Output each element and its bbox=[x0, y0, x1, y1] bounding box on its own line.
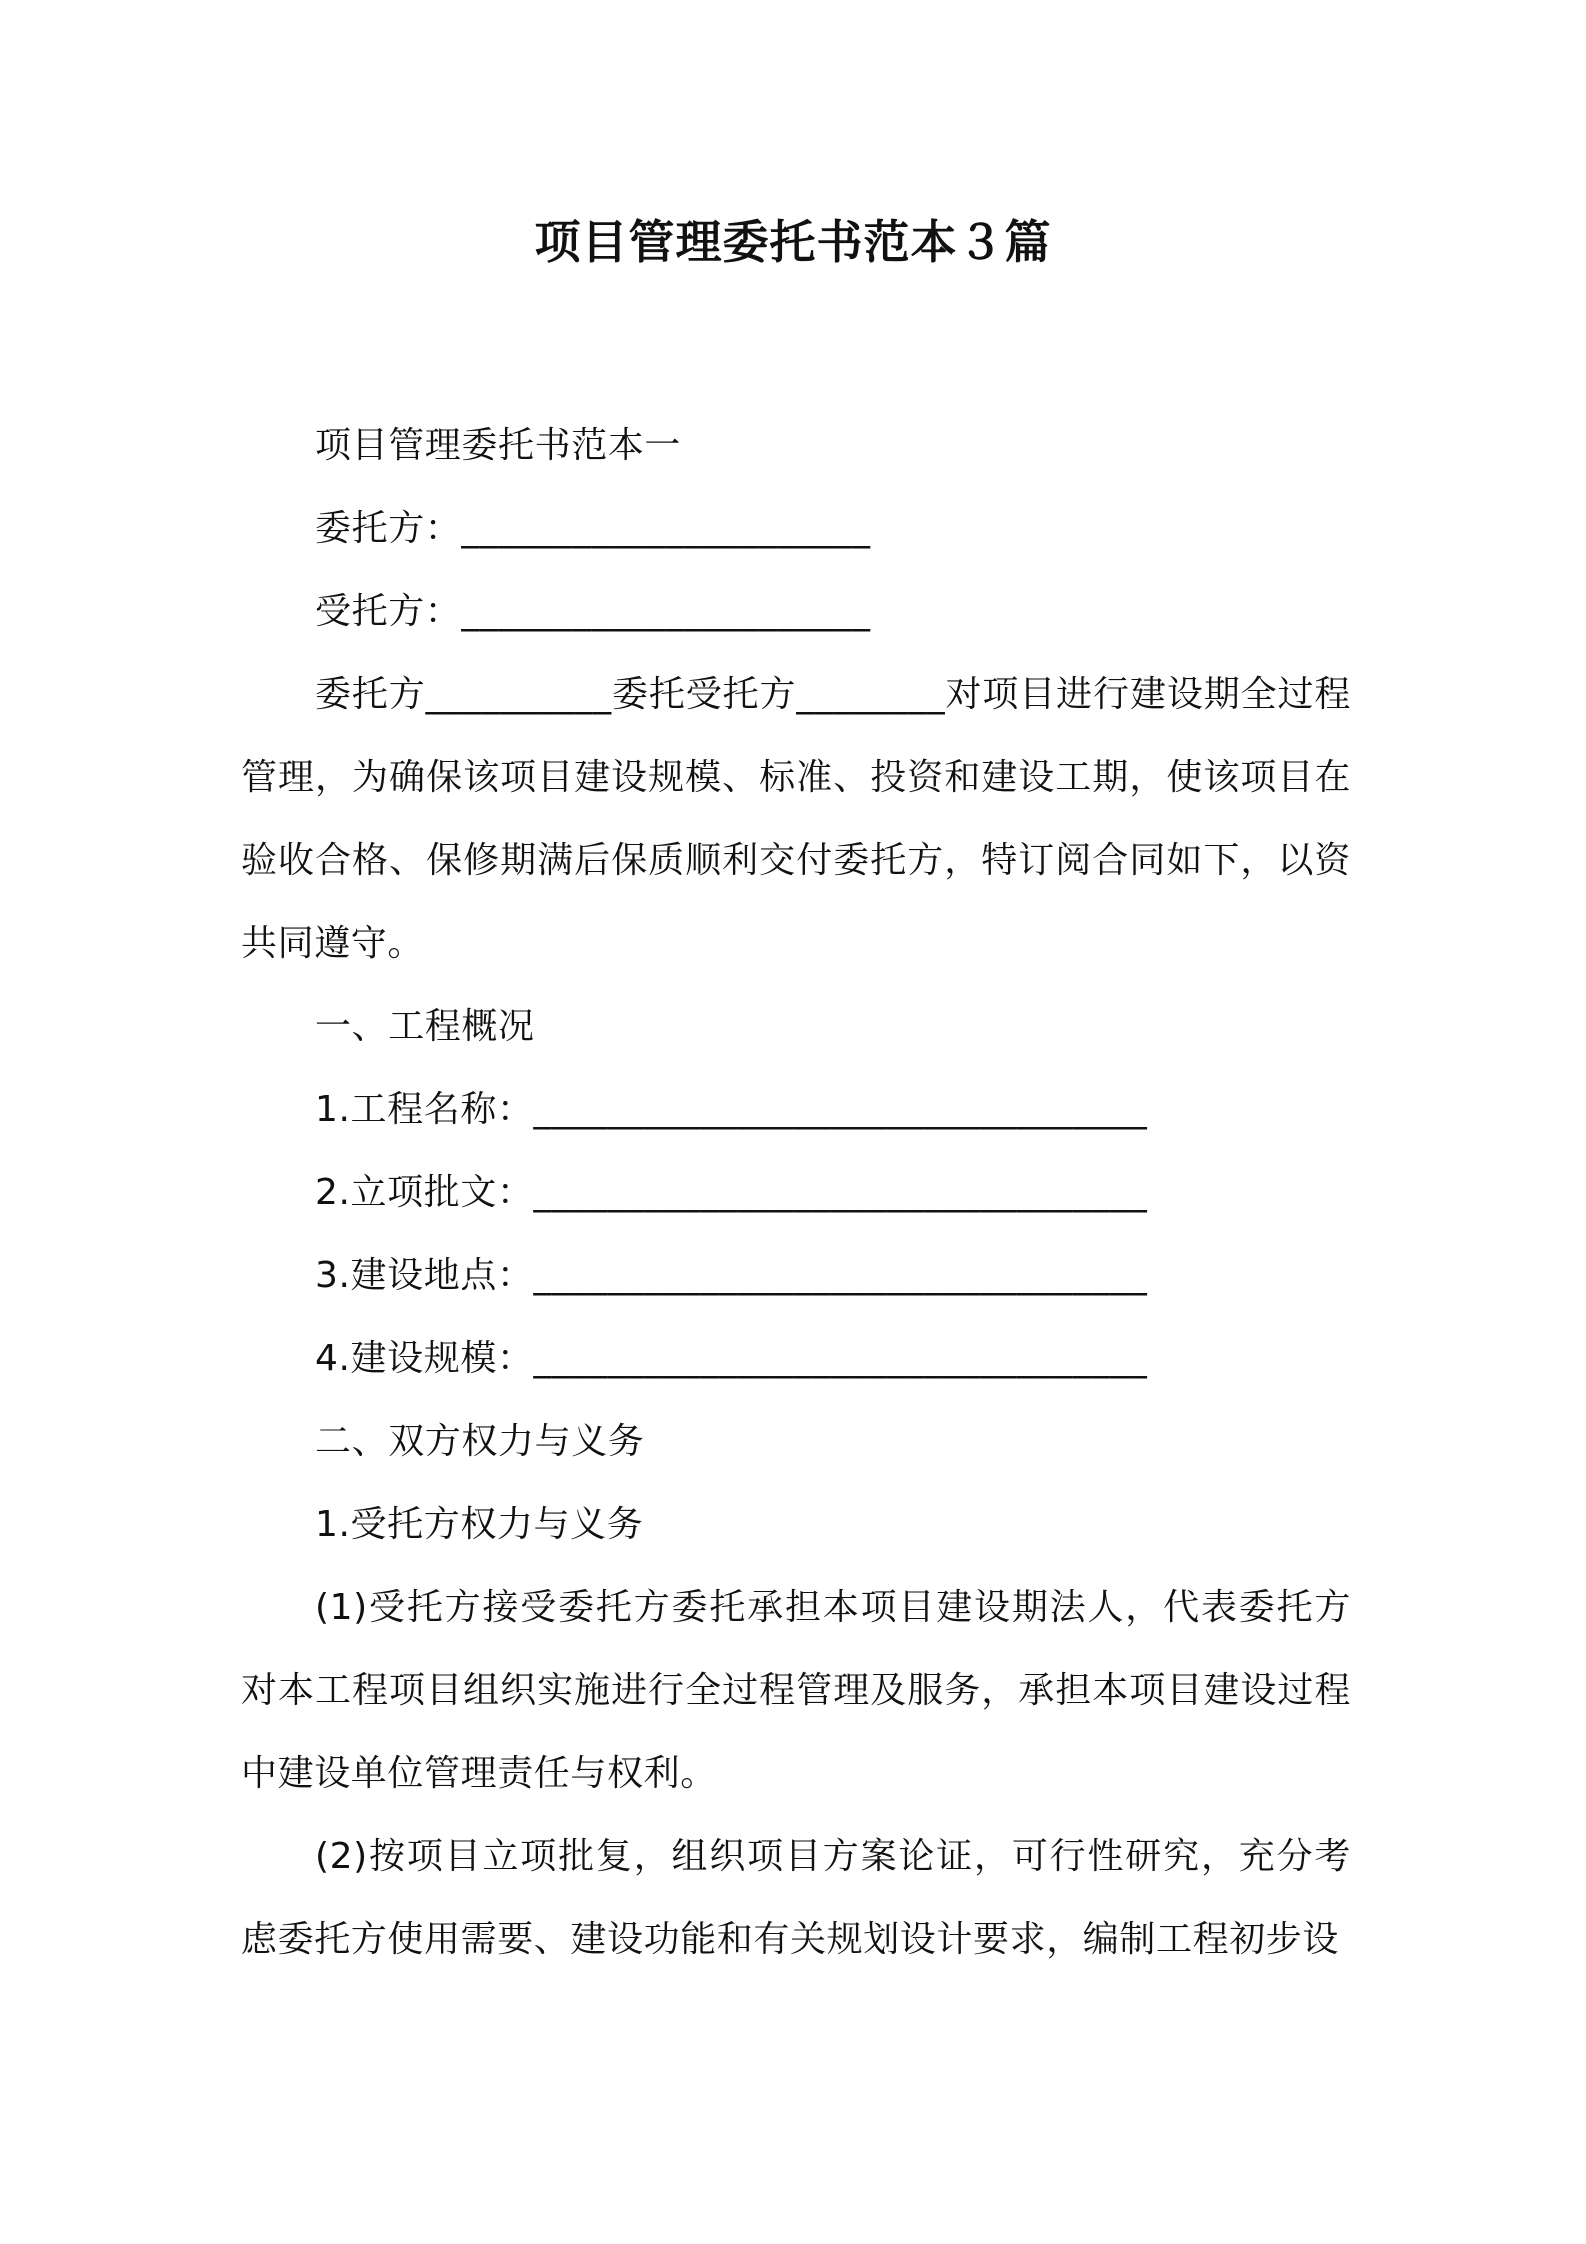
paragraph-clause-1: (1)受托方接受委托方委托承担本项目建设期法人，代表委托方对本工程项目组织实施进行全过程管理及服务，承担本项目建设过程中建设单位管理责任与权利。 bbox=[241, 1587, 1351, 1794]
paragraph-project-name: 1.工程名称：_________________________________ bbox=[315, 1089, 1148, 1130]
paragraph-section-heading: 项目管理委托书范本一 bbox=[315, 425, 682, 466]
paragraph-subheading-trustee: 1.受托方权力与义务 bbox=[315, 1504, 644, 1545]
paragraph-principal-field: 委托方：______________________ bbox=[315, 508, 871, 549]
paragraph-approval: 2.立项批文：_________________________________ bbox=[315, 1172, 1148, 1213]
document-title: 项目管理委托书范本３篇 bbox=[534, 215, 1052, 269]
paragraph-intro: 委托方__________委托受托方________对项目进行建设期全过程管理，为确保该项目建设规模、标准、投资和建设工期，使该项目在验收合格、保修期满后保质顺利交付委托方，特订阅合同如下，以资共同遵守。 bbox=[241, 674, 1351, 964]
paragraph-heading-overview: 一、工程概况 bbox=[315, 1006, 535, 1047]
paragraph-scale: 4.建设规模：_________________________________ bbox=[315, 1338, 1148, 1379]
paragraph-trustee-field: 受托方：______________________ bbox=[315, 591, 871, 632]
paragraph-clause-2: (2)按项目立项批复，组织项目方案论证，可行性研究，充分考虑委托方使用需要、建设功能和有关规划设计要求，编制工程初步设 bbox=[241, 1836, 1351, 1960]
paragraph-location: 3.建设地点：_________________________________ bbox=[315, 1255, 1148, 1296]
paragraph-heading-rights: 二、双方权力与义务 bbox=[315, 1421, 645, 1462]
document-body bbox=[241, 404, 1351, 1981]
